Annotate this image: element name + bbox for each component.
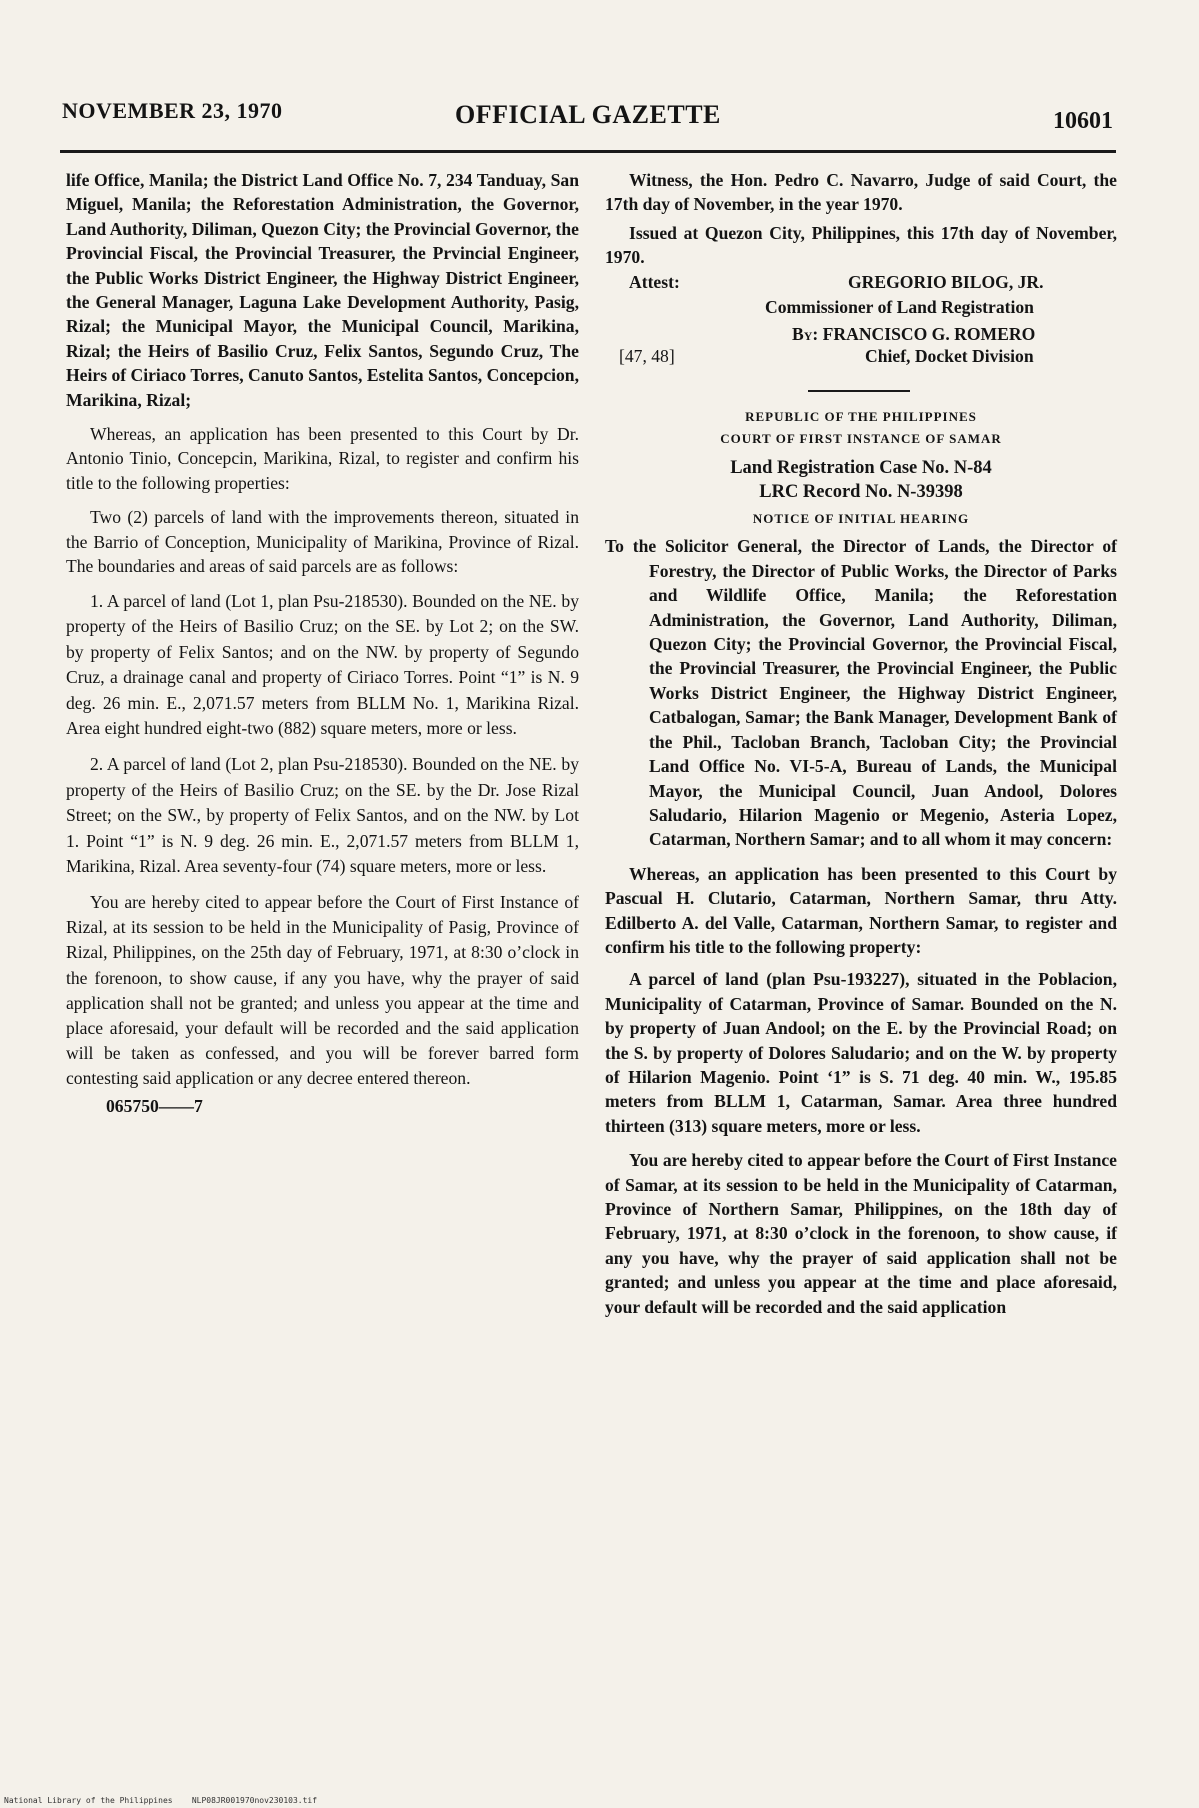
right-whereas: Whereas, an application has been presented to this Court by Pascual H. Clutario, Catarman, Northern Samar, thru Atty. Edilberto A. del Valle, Catarman, Northern Samar, to register and confirm his title to the following property: [605, 863, 1117, 957]
republic-heading: REPUBLIC OF THE PHILIPPINES [745, 408, 977, 424]
right-witness: Witness, the Hon. Pedro C. Navarro, Judge of said Court, the 17th day of November, in the year 1970. [605, 170, 1117, 215]
right-column [605, 168, 1117, 1319]
left-cited-paragraph: You are hereby cited to appear before the Court of First Instance of Rizal, at its session to be held in the Municipality of Pasig, Province of Rizal, Philippines, on the 25th day of February, 1971, at 8:30 o’clock in the forenoon, to show cause, if any you have, why the prayer of said application shall not be granted; and unless you appear at the time and place aforesaid, your default will be recorded and the said application will be taken as confessed, and you will be forever barred form contesting said application or any decree entered thereon. [66, 892, 579, 1089]
by-title: Chief, Docket Division [865, 345, 1034, 366]
attest-name: GREGORIO BILOG, JR. [848, 271, 1044, 292]
header-page-number: 10601 [1053, 108, 1113, 134]
header-rule [60, 150, 1116, 153]
left-whereas-paragraph: Whereas, an application has been presented to this Court by Dr. Antonio Tinio, Concepcin, Marikina, Rizal, to register and confirm his title to the following properties: [66, 424, 579, 493]
notice-heading: NOTICE OF INITIAL HEARING [752, 511, 970, 527]
header-title: OFFICIAL GAZETTE [455, 100, 721, 129]
right-addressees: To the Solicitor General, the Director of Lands, the Director of Forestry, the Director of Public Works, the Director of Parks and Wildlife Office, Manila; the Reforestation Administration, the Governor, Land Authority, Diliman, Quezon City; the Provincial Governor, the Provincial Fiscal, the Provincial Treasurer, the Provincial Engineer, the Public Works District Engineer, the Highway District Engineer, Catbalogan, Samar; the Bank Manager, Development Bank of the Phil., Tacloban Branch, Tacloban City; the Provincial Land Office No. VI-5-A, Bureau of Lands, the Municipal Mayor, the Municipal Council, Juan Andool, Dolores Saludario, Hilarion Magenio or Megenio, Asteria Lopez, Catarman, Northern Samar; and to all whom it may concern: [605, 536, 1117, 850]
left-parcel-1: 1. A parcel of land (Lot 1, plan Psu-218530). Bounded on the NE. by property of the Heirs of Basilio Cruz; on the SE. by Lot 2; on the SW. by property of Felix Santos; and on the NW. by property of Segundo Cruz, a drainage canal and property of Ciriaco Torres. Point “1” is N. 9 deg. 26 min. E., 2,071.57 meters from BLLM No. 1, Marikina Rizal. Area eight hundred eight-two (882) square meters, more or less. [66, 590, 579, 739]
right-parcel: A parcel of land (plan Psu-193227), situated in the Poblacion, Municipality of Catarman, Province of Samar. Bounded on the N. by property of Juan Andool; on the E. by the Provincial Road; on the S. by property of Dolores Saludario; and on the W. by property of Hilarion Magenio. Point ‘1” is S. 71 deg. 40 min. W., 195.85 meters from BLLM 1, Catarman, Samar. Area three hundred thirteen (313) square meters, more or less. [605, 969, 1117, 1136]
by-name: By: FRANCISCO G. ROMERO [792, 323, 1036, 344]
attest-title: Commissioner of Land Registration [765, 296, 1034, 317]
reference-code: [47, 48] [619, 345, 675, 366]
lrc-record: LRC Record No. N-39398 [759, 482, 963, 503]
case-number: Land Registration Case No. N-84 [730, 457, 992, 478]
right-cited: You are hereby cited to appear before the Court of First Instance of Samar, at its session to be held in the Municipality of Catarman, Province of Northern Samar, Philippines, on the 18th day of February, 1971, at 8:30 o’clock in the forenoon, to show cause, if any you have, why the prayer of said application shall not be granted; and unless you appear at the time and place aforesaid, your default will be recorded and the said application [605, 1150, 1117, 1317]
attest-block [605, 270, 1117, 368]
left-parcels-intro: Two (2) parcels of land with the improvements thereon, situated in the Barrio of Conception, Municipality of Marikina, Province of Rizal. The boundaries and areas of said parcels are as follows: [66, 507, 579, 577]
header-date: NOVEMBER 23, 1970 [62, 98, 283, 123]
left-column [66, 168, 579, 1118]
left-footer-code: 065750——7 [106, 1095, 203, 1116]
scan-footer: National Library of the Philippines NLP08JR001970nov230103.tif [4, 1796, 318, 1805]
left-intro-paragraph: life Office, Manila; the District Land Office No. 7, 234 Tanduay, San Miguel, Manila; the Reforestation Administration, the Governor, Land Authority, Diliman, Quezon City; the Provincial Governor, the Provincial Fiscal, the Provincial Treasurer, the Prvincial Engineer, the Public Works District Engineer, the Highway District Engineer, the General Manager, Laguna Lake Development Authority, Pasig, Rizal; the Municipal Mayor, the Municipal Council, Marikina, Rizal; the Heirs of Basilio Cruz, Felix Santos, Segundo Cruz, The Heirs of Ciriaco Torres, Canuto Santos, Estelita Santos, Concepcion, Marikina, Rizal; [66, 170, 579, 410]
court-heading: COURT OF FIRST INSTANCE OF SAMAR [720, 430, 1002, 446]
attest-label: Attest: [629, 271, 680, 292]
right-issued: Issued at Quezon City, Philippines, this 17th day of November, 1970. [605, 222, 1117, 268]
section-divider [808, 390, 910, 392]
left-parcel-2: 2. A parcel of land (Lot 2, plan Psu-218530). Bounded on the NE. by property of the Heirs of Basilio Cruz; on the SE. by the Dr. Jose Rizal Street; on the SW., by property of Felix Santos, and on the NW. by Lot 1. Point “1” is N. 9 deg. 26 min. E., 2,071.57 meters from BLLM 1, Marikina, Rizal. Area seventy-four (74) square meters, more or less. [66, 754, 579, 877]
